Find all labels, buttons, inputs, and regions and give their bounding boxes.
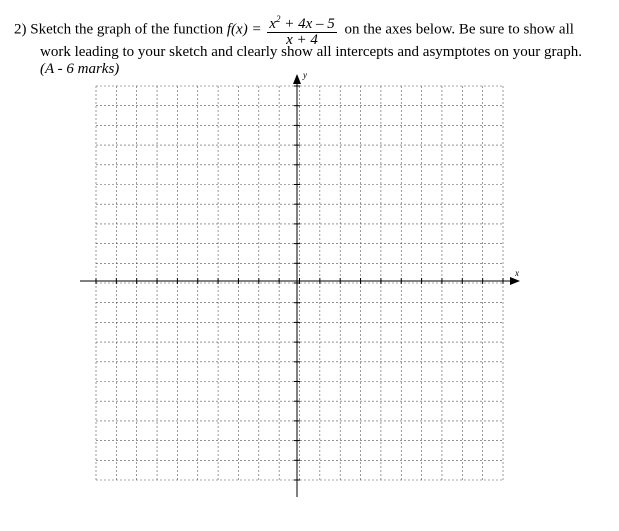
fraction-numerator: $x^2 + 4x - 5$ [269, 14, 335, 32]
question-marks: (A - 6 marks) [40, 61, 120, 77]
y-axis-arrow [293, 74, 301, 84]
question-line-2: work leading to your sketch and clearly show all intercepts and asymptotes on your graph. [40, 44, 582, 60]
x-axis-arrow [510, 277, 520, 285]
fraction-denominator: x + 4 [286, 32, 318, 48]
x-axis-label: x [515, 268, 519, 278]
y-axis-label: y [303, 70, 307, 80]
function-name: f(x) = [226, 21, 262, 38]
question-suffix: on the axes below. Be sure to show all [344, 21, 574, 38]
question-prefix: Sketch the graph of the function [30, 21, 224, 38]
question-number: 2) [14, 21, 27, 38]
